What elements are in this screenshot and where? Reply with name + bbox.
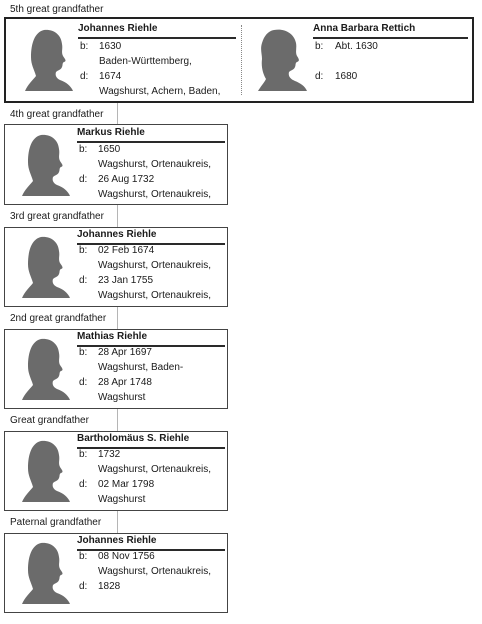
person-name[interactable]: Johannes Riehle — [78, 23, 158, 34]
death-label: d: — [80, 71, 89, 82]
person-name[interactable]: Mathias Riehle — [77, 331, 148, 342]
spouse-divider — [241, 25, 242, 95]
person-card[interactable] — [4, 124, 228, 205]
death-date: 23 Jan 1755 — [98, 275, 154, 286]
person-card[interactable] — [4, 431, 228, 511]
birth-label: b: — [79, 449, 88, 460]
spouse-name[interactable]: Anna Barbara Rettich — [313, 23, 416, 34]
birth-place: Wagshurst, Ortenaukreis, — [98, 260, 212, 271]
person-name[interactable]: Johannes Riehle — [77, 535, 157, 546]
generation-label: 4th great grandfather — [10, 109, 104, 120]
silhouette-female-icon — [254, 29, 309, 91]
birth-label: b: — [79, 551, 88, 562]
birth-place: Wagshurst, Ortenaukreis, — [98, 159, 212, 170]
person-card[interactable] — [4, 227, 228, 307]
death-date: 28 Apr 1748 — [98, 377, 152, 388]
name-underline — [77, 141, 225, 143]
person-name[interactable]: Johannes Riehle — [77, 229, 157, 240]
birth-label: b: — [79, 245, 88, 256]
birth-place: Baden-Württemberg, — [99, 56, 192, 67]
couple-card[interactable] — [4, 17, 474, 103]
generation-label: 3rd great grandfather — [10, 211, 104, 222]
birth-label: b: — [315, 41, 324, 52]
connector-line — [117, 511, 118, 533]
death-date: 1680 — [335, 71, 358, 82]
birth-date: 08 Nov 1756 — [98, 551, 155, 562]
death-place: Wagshurst — [98, 494, 146, 505]
death-label: d: — [79, 275, 88, 286]
death-label: d: — [79, 377, 88, 388]
name-underline — [313, 37, 468, 39]
death-place: Wagshurst — [98, 392, 146, 403]
person-card[interactable] — [4, 329, 228, 409]
death-date: 02 Mar 1798 — [98, 479, 155, 490]
silhouette-male-icon — [17, 338, 72, 400]
death-date: 26 Aug 1732 — [98, 174, 155, 185]
silhouette-male-icon — [17, 542, 72, 604]
birth-label: b: — [79, 144, 88, 155]
death-label: d: — [315, 71, 324, 82]
birth-date: 1630 — [99, 41, 122, 52]
birth-place: Wagshurst, Baden- — [98, 362, 184, 373]
death-label: d: — [79, 479, 88, 490]
person-name[interactable]: Markus Riehle — [77, 127, 145, 138]
silhouette-male-icon — [20, 29, 75, 91]
death-label: d: — [79, 581, 88, 592]
connector-line — [117, 409, 118, 431]
generation-label: Great grandfather — [10, 415, 89, 426]
birth-date: Abt. 1630 — [335, 41, 378, 52]
silhouette-male-icon — [17, 440, 72, 502]
birth-place: Wagshurst, Ortenaukreis, — [98, 464, 212, 475]
death-label: d: — [79, 174, 88, 185]
birth-place: Wagshurst, Ortenaukreis, — [98, 566, 212, 577]
silhouette-male-icon — [17, 134, 72, 196]
death-date: 1674 — [99, 71, 122, 82]
birth-date: 28 Apr 1697 — [98, 347, 152, 358]
person-name[interactable]: Bartholomäus S. Riehle — [77, 433, 190, 444]
death-place: Wagshurst, Ortenaukreis, — [98, 290, 212, 301]
birth-date: 1732 — [98, 449, 121, 460]
connector-line — [117, 205, 118, 227]
generation-label: Paternal grandfather — [10, 517, 102, 528]
birth-label: b: — [79, 347, 88, 358]
person-card[interactable] — [4, 533, 228, 613]
death-place: Wagshurst, Ortenaukreis, — [98, 189, 212, 200]
birth-date: 1650 — [98, 144, 121, 155]
silhouette-male-icon — [17, 236, 72, 298]
name-underline — [78, 37, 236, 39]
death-date: 1828 — [98, 581, 121, 592]
birth-date: 02 Feb 1674 — [98, 245, 155, 256]
connector-line — [117, 102, 118, 124]
connector-line — [117, 307, 118, 329]
birth-label: b: — [80, 41, 89, 52]
generation-label: 5th great grandfather — [10, 4, 104, 15]
death-place: Wagshurst, Achern, Baden, — [99, 86, 221, 97]
generation-label: 2nd great grandfather — [10, 313, 107, 324]
